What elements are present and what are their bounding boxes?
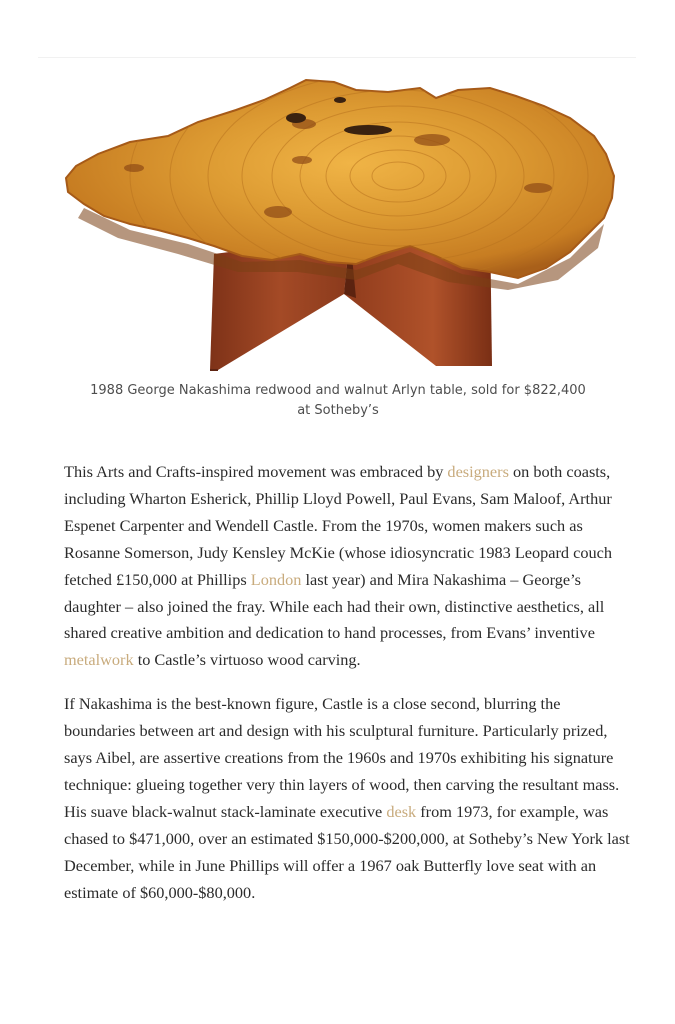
article-body [64,459,634,924]
text-run: to Castle’s virtuoso wood carving. [133,650,361,670]
text-run: This Arts and Crafts-inspired movement was embraced by [64,462,448,481]
article-paragraph [64,459,634,674]
text-run: from 1973, for example, was chased to $471,000, over an estimated $150,000-$200,000, at Sotheby’s New York last December, while in June Phillips will offer a 1967 oak Butterfly love seat with an estimate of $60,000-$80,000. [64,801,630,902]
link-desk[interactable]: desk [386,801,417,821]
figure-caption: 1988 George Nakashima redwood and walnut Arlyn table, sold for $822,400 at Sotheby’s [90,383,586,418]
link-metalwork[interactable]: metalwork [64,650,134,670]
link-designers[interactable]: designers [447,462,509,481]
article-paragraph [64,691,634,906]
nakashima-table-image [38,58,636,376]
text-run: last year) and Mira Nakashima – George’s daughter – also joined the fray. While each had their own, distinctive aesthetics, all shared creative ambition and dedication to hand processes, from Evans’ inventive [64,569,605,643]
article-figure [38,58,636,376]
text-run: on both coasts, including Wharton Esherick, Phillip Lloyd Powell, Paul Evans, Sam Maloof, Arthur Espenet Carpenter and Wendell Castle. From the 1970s, women makers such as Rosanne Somerson, Judy Kensley McKie (whose idiosyncratic 1983 Leopard couch fetched £150,000 at Phillips [64,462,613,589]
text-run: If Nakashima is the best-known figure, Castle is a close second, blurring the boundaries between art and design with his sculptural furniture. Particularly prized, says Aibel, are assertive creations from the 1960s and 1970s exhibiting his signature technique: glueing together very thin layers of wood, then carving the resultant mass. His suave black-walnut stack-laminate executive [64,694,620,821]
link-london[interactable]: London [250,569,302,589]
